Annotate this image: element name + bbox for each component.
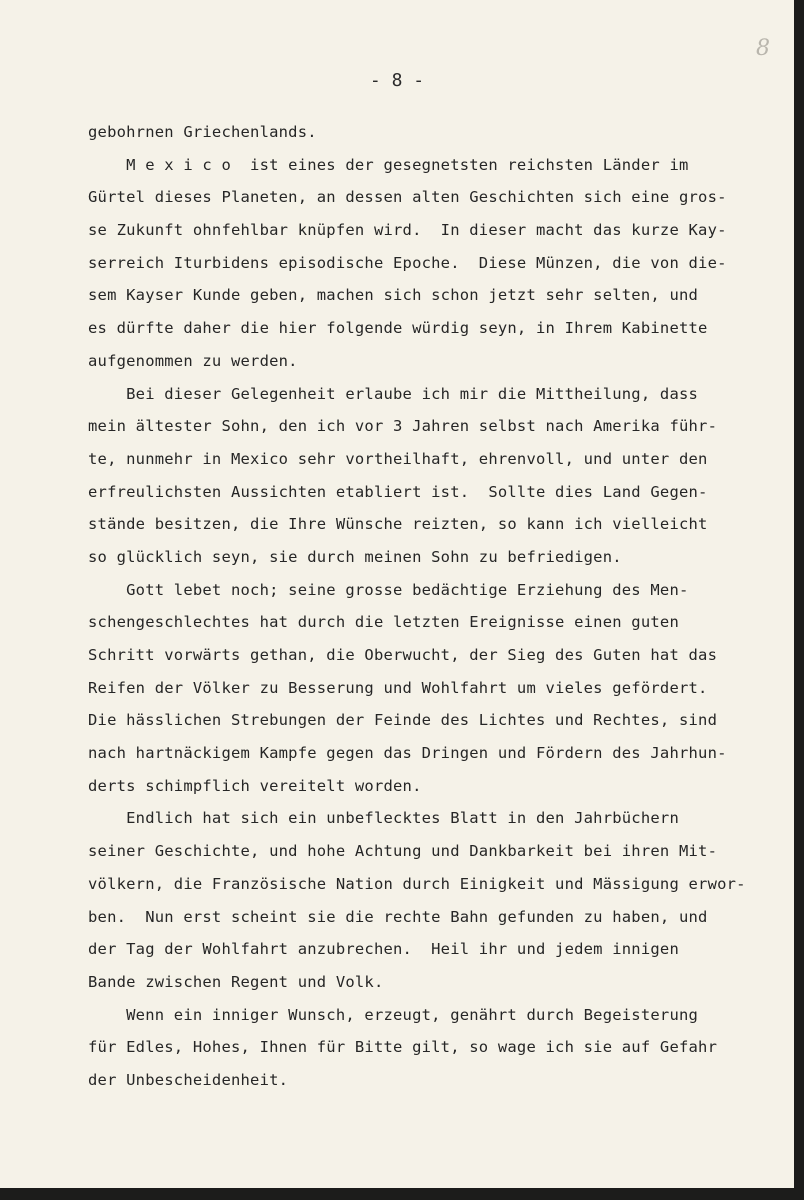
text-line: der Unbescheidenheit.: [88, 1070, 289, 1089]
text-line: völkern, die Französische Nation durch Einigkeit und Mässigung erwor-: [88, 874, 746, 893]
text-line: für Edles, Hohes, Ihnen für Bitte gilt, so wage ich sie auf Gefahr: [88, 1038, 718, 1057]
text-line: so glücklich seyn, sie durch meinen Sohn zu befriedigen.: [88, 547, 622, 566]
text-line: mein ältester Sohn, den ich vor 3 Jahren selbst nach Amerika führ-: [88, 417, 718, 436]
text-line: Die hässlichen Strebungen der Feinde des Lichtes und Rechtes, sind: [88, 711, 718, 730]
text-line: seiner Geschichte, und hohe Achtung und Dankbarkeit bei ihren Mit-: [88, 842, 718, 861]
text-line: Gott lebet noch; seine grosse bedächtige Erziehung des Men-: [88, 580, 689, 599]
text-line: es dürfte daher die hier folgende würdig seyn, in Ihrem Kabinette: [88, 319, 708, 338]
text-line: sem Kayser Kunde geben, machen sich schon jetzt sehr selten, und: [88, 286, 699, 305]
text-line: Wenn ein inniger Wunsch, erzeugt, genährt durch Begeisterung: [88, 1005, 699, 1024]
text-line: Schritt vorwärts gethan, die Oberwucht, der Sieg des Guten hat das: [88, 646, 718, 664]
text-line: Gürtel dieses Planeten, an dessen alten Geschichten sich eine gros-: [88, 188, 727, 207]
text-line: derts schimpflich vereitelt worden.: [88, 776, 422, 795]
text-line: erfreulichsten Aussichten etabliert ist. Sollte dies Land Gegen-: [88, 482, 708, 501]
text-line: schengeschlechtes hat durch die letzten Ereignisse einen guten: [88, 613, 679, 632]
text-line: gebohrnen Griechenlands.: [88, 123, 317, 141]
text-line: ben. Nun erst scheint sie die rechte Bahn gefunden zu haben, und: [88, 907, 708, 926]
pencil-folio-number: 8: [756, 36, 770, 61]
text-line: Bande zwischen Regent und Volk.: [88, 972, 384, 991]
typed-text-block: [88, 116, 788, 1097]
text-line: aufgenommen zu werden.: [88, 351, 298, 370]
text-line: serreich Iturbidens episodische Epoche. Diese Münzen, die von die-: [88, 253, 727, 272]
page-number: - 8 -: [369, 70, 425, 91]
text-line: se Zukunft ohnfehlbar knüpfen wird. In dieser macht das kurze Kay-: [88, 221, 727, 240]
text-line: Reifen der Völker zu Besserung und Wohlfahrt um vieles gefördert.: [88, 678, 708, 697]
text-line: der Tag der Wohlfahrt anzubrechen. Heil ihr und jedem innigen: [88, 940, 679, 959]
text-line: Bei dieser Gelegenheit erlaube ich mir die Mittheilung, dass: [88, 384, 699, 403]
text-line: stände besitzen, die Ihre Wünsche reizten, so kann ich vielleicht: [88, 515, 708, 534]
text-line: Endlich hat sich ein unbeflecktes Blatt in den Jahrbüchern: [88, 809, 679, 828]
text-line: M e x i c o ist eines der gesegnetsten reichsten Länder im: [88, 155, 689, 174]
text-line: te, nunmehr in Mexico sehr vortheilhaft, ehrenvoll, und unter den: [88, 449, 708, 468]
text-line: nach hartnäckigem Kampfe gegen das Dringen und Fördern des Jahrhun-: [88, 744, 727, 763]
